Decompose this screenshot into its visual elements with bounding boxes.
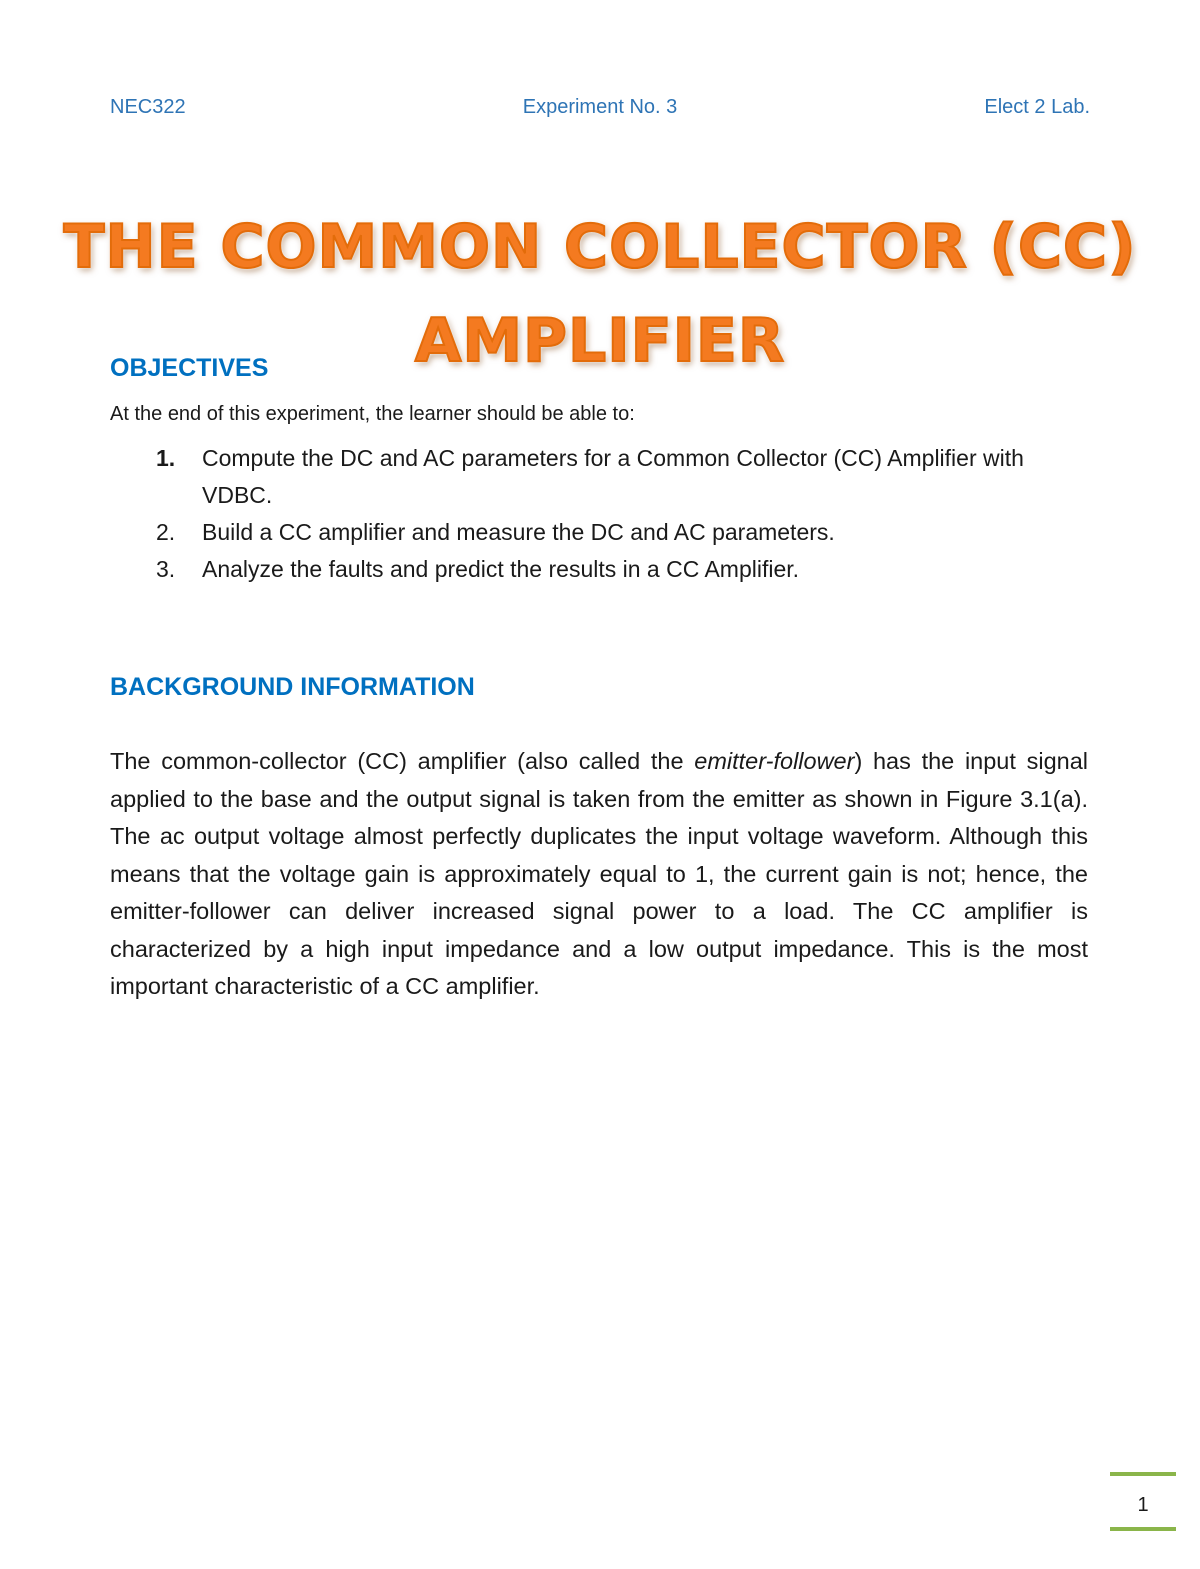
objectives-heading: OBJECTIVES bbox=[110, 354, 269, 382]
objective-number: 3. bbox=[156, 556, 176, 582]
background-text-start: The common-collector (CC) amplifier (also called the bbox=[110, 748, 695, 774]
header-experiment-number: Experiment No. 3 bbox=[522, 96, 678, 118]
title-line-1: THE COMMON COLLECTOR (CC) bbox=[63, 212, 1137, 283]
objectives-list bbox=[110, 440, 1050, 588]
objective-number: 1. bbox=[156, 445, 176, 471]
objective-item bbox=[110, 440, 1050, 514]
header-course-code: NEC322 bbox=[110, 96, 186, 118]
title-line-2: AMPLIFIER bbox=[414, 306, 786, 377]
objective-text: Build a CC amplifier and measure the DC and AC parameters. bbox=[202, 519, 835, 545]
objective-number: 2. bbox=[156, 519, 176, 545]
background-text-end: ) has the input signal applied to the base and the output signal is taken from the emitter as shown in Figure 3.1(a). The ac output voltage almost perfectly duplicates the input voltage waveform. Although this means that the voltage gain is approximately equal to 1, the current gain is not; hence, the emitter-follower can deliver increased signal power to a load. The CC amplifier is characterized by a high input impedance and a low output impedance. This is the most important characteristic of a CC amplifier. bbox=[110, 748, 1088, 999]
objectives-intro: At the end of this experiment, the learner should be able to: bbox=[110, 403, 635, 425]
background-paragraph bbox=[110, 743, 1088, 1006]
header-lab-name: Elect 2 Lab. bbox=[984, 96, 1090, 118]
objective-item bbox=[110, 514, 1050, 551]
objective-item bbox=[110, 551, 1050, 588]
page-header bbox=[110, 96, 1090, 126]
footer-rule-bottom bbox=[1110, 1527, 1176, 1531]
footer-rule-top bbox=[1110, 1472, 1176, 1476]
page-number: 1 bbox=[1137, 1494, 1149, 1516]
background-heading: BACKGROUND INFORMATION bbox=[110, 673, 475, 701]
background-text-emphasis: emitter-follower bbox=[694, 748, 855, 774]
objective-text: Compute the DC and AC parameters for a Common Collector (CC) Amplifier with VDBC. bbox=[202, 445, 1024, 508]
objective-text: Analyze the faults and predict the results in a CC Amplifier. bbox=[202, 556, 800, 582]
